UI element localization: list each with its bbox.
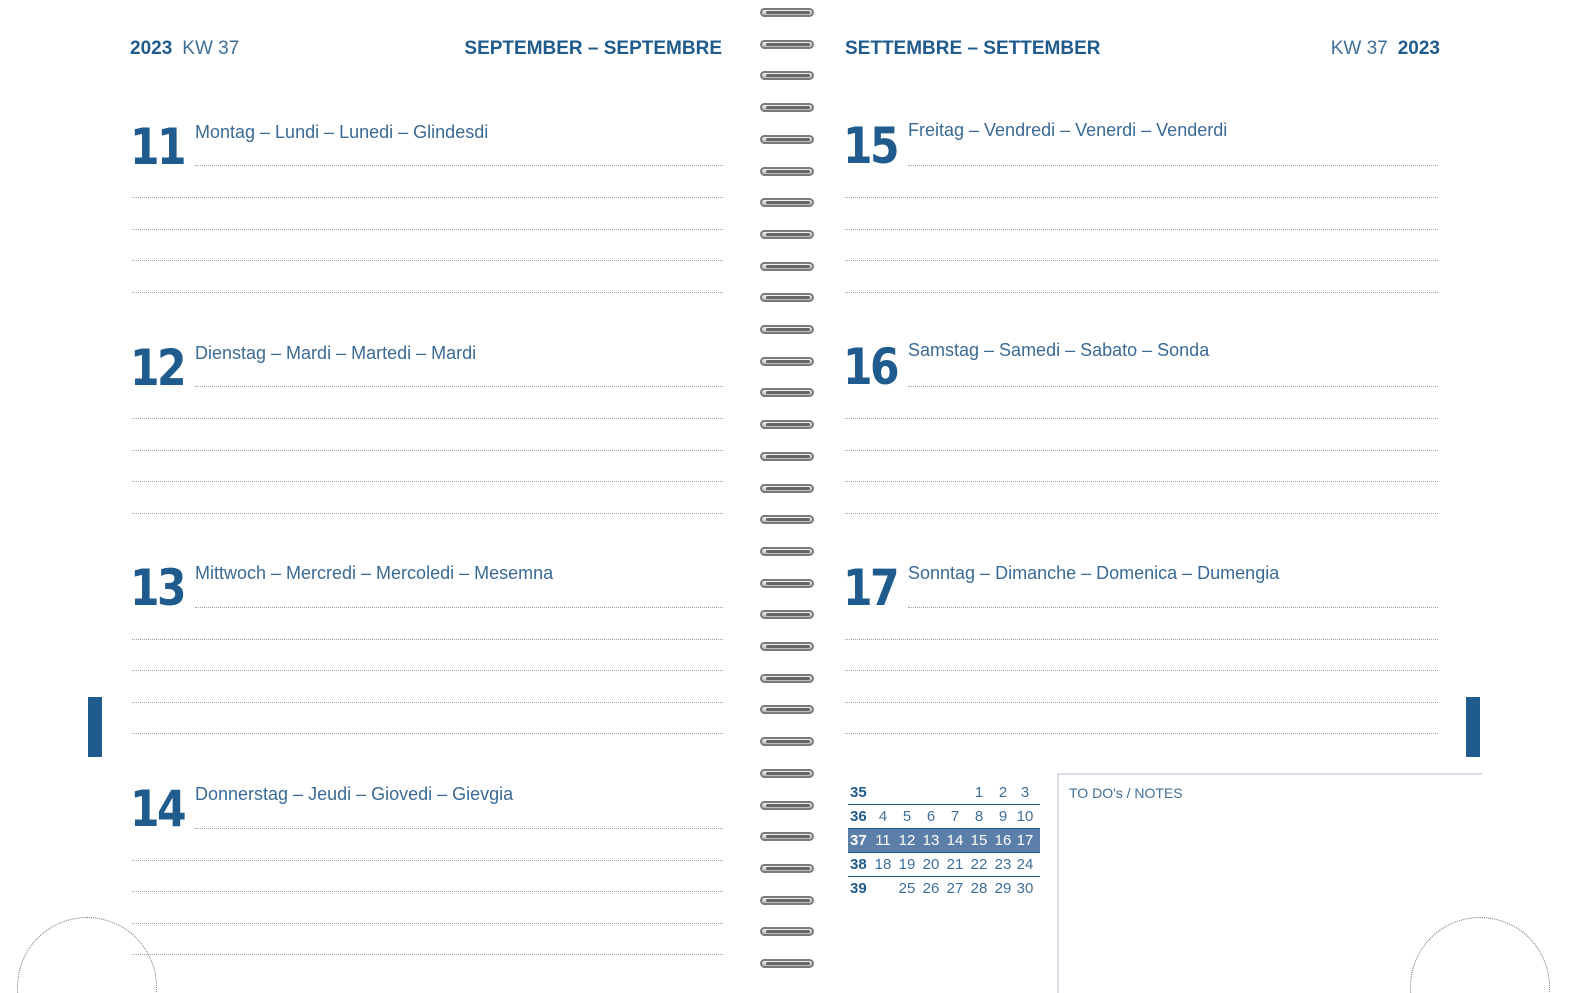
writing-line [845,197,1438,198]
spiral-coil [760,735,816,749]
writing-line [845,229,1438,230]
spiral-coil [760,925,816,939]
writing-line [845,513,1438,514]
spiral-coil [760,133,816,147]
calendar-day: 19 [898,856,916,873]
writing-line [195,607,723,608]
day-number: 17 [843,559,898,617]
writing-line [845,702,1438,703]
writing-line [845,450,1438,451]
spiral-coil [760,386,816,400]
left-week: KW 37 [182,38,240,59]
spiral-coil [760,482,816,496]
writing-line [908,386,1438,387]
calendar-day: 6 [926,808,936,825]
writing-line [132,197,723,198]
writing-line [132,260,723,261]
page-corner-curve [17,917,157,993]
calendar-day: 29 [994,880,1012,897]
calendar-day: 14 [946,832,964,849]
spiral-coil [760,355,816,369]
calendar-day: 22 [970,856,988,873]
left-year: 2023 [130,38,173,59]
spiral-coil [760,862,816,876]
spiral-coil [760,672,816,686]
day-name: Dienstag – Mardi – Martedi – Mardi [195,343,477,363]
right-week: KW 37 [1330,38,1388,59]
spiral-coil [760,577,816,591]
spiral-coil [760,323,816,337]
calendar-day: 7 [950,808,960,825]
writing-line [132,733,723,734]
writing-line [132,481,723,482]
calendar-day: 21 [946,856,964,873]
spiral-coil [760,450,816,464]
spiral-binding [760,0,820,993]
writing-line [132,513,723,514]
day-name: Montag – Lundi – Lunedi – Glindesdi [195,122,489,142]
calendar-day: 16 [994,832,1012,849]
calendar-day: 23 [994,856,1012,873]
calendar-day: 4 [878,808,888,825]
spiral-coil [760,38,816,52]
writing-line [845,260,1438,261]
writing-line [132,670,723,671]
spiral-coil [760,703,816,717]
calendar-week-number: 37 [850,832,867,849]
notes-label: TO DO's / NOTES [1069,785,1183,801]
writing-line [845,481,1438,482]
calendar-day: 2 [998,784,1008,801]
calendar-day: 20 [922,856,940,873]
spiral-coil [760,228,816,242]
writing-line [845,733,1438,734]
calendar-day: 10 [1016,808,1034,825]
left-month: SEPTEMBER – SEPTEMBRE [464,38,722,59]
calendar-day: 24 [1016,856,1034,873]
writing-line [845,639,1438,640]
calendar-day: 27 [946,880,964,897]
spiral-coil [760,291,816,305]
calendar-week-number: 36 [850,808,867,825]
day-number: 11 [130,118,185,176]
calendar-week-row [848,781,1040,805]
calendar-day: 8 [974,808,984,825]
day-number: 13 [130,559,185,617]
mini-calendar [848,781,1040,901]
calendar-day: 9 [998,808,1008,825]
calendar-week-number: 35 [850,784,867,801]
writing-line [132,450,723,451]
right-header-year-week [1331,38,1440,60]
calendar-day: 15 [970,832,988,849]
writing-line [132,702,723,703]
day-name: Freitag – Vendredi – Venerdi – Venderdi [908,120,1228,140]
writing-line [132,292,723,293]
spiral-coil [760,894,816,908]
spiral-coil [760,799,816,813]
calendar-day: 26 [922,880,940,897]
calendar-week-number: 39 [850,880,867,897]
writing-line [908,607,1438,608]
spiral-coil [760,196,816,210]
spiral-coil [760,260,816,274]
spiral-coil [760,830,816,844]
writing-line [132,860,723,861]
writing-line [845,670,1438,671]
calendar-day: 13 [922,832,940,849]
writing-line [845,292,1438,293]
spiral-coil [760,545,816,559]
writing-line [132,229,723,230]
spiral-coil [760,513,816,527]
writing-line [132,418,723,419]
calendar-week-number: 38 [850,856,867,873]
calendar-week-row [848,805,1040,829]
writing-line [845,418,1438,419]
calendar-day: 28 [970,880,988,897]
right-month: SETTEMBRE – SETTEMBER [845,38,1101,59]
day-number: 14 [130,780,185,838]
spiral-coil [760,608,816,622]
day-number: 16 [843,338,898,396]
calendar-day: 25 [898,880,916,897]
calendar-day: 5 [902,808,912,825]
left-page [0,0,760,993]
calendar-day: 17 [1016,832,1034,849]
spiral-coil [760,165,816,179]
page-tab-marker [88,697,102,757]
writing-line [132,639,723,640]
day-name: Mittwoch – Mercredi – Mercoledi – Mesemna [195,563,554,583]
calendar-day: 12 [898,832,916,849]
spiral-coil [760,767,816,781]
spiral-coil [760,957,816,971]
calendar-day: 30 [1016,880,1034,897]
writing-line [195,386,723,387]
day-number: 15 [843,117,898,175]
spiral-coil [760,101,816,115]
calendar-day: 11 [875,832,891,849]
writing-line [195,828,723,829]
calendar-week-row [848,877,1040,901]
page-tab-marker [1466,697,1480,757]
day-name: Samstag – Samedi – Sabato – Sonda [908,340,1210,360]
writing-line [132,923,723,924]
writing-line [908,165,1438,166]
calendar-day: 3 [1020,784,1030,801]
spiral-coil [760,640,816,654]
spiral-coil [760,6,816,20]
calendar-week-row [848,853,1040,877]
spiral-coil [760,69,816,83]
left-header-year-week [130,38,239,60]
spiral-coil [760,418,816,432]
writing-line [132,891,723,892]
calendar-day: 1 [974,784,984,801]
calendar-day: 18 [874,856,892,873]
day-number: 12 [130,339,185,397]
calendar-week-row [848,829,1040,853]
writing-line [132,954,723,955]
day-name: Donnerstag – Jeudi – Giovedi – Gievgia [195,784,514,804]
right-year: 2023 [1397,38,1440,59]
writing-line [195,165,723,166]
day-name: Sonntag – Dimanche – Domenica – Dumengia [908,563,1280,583]
